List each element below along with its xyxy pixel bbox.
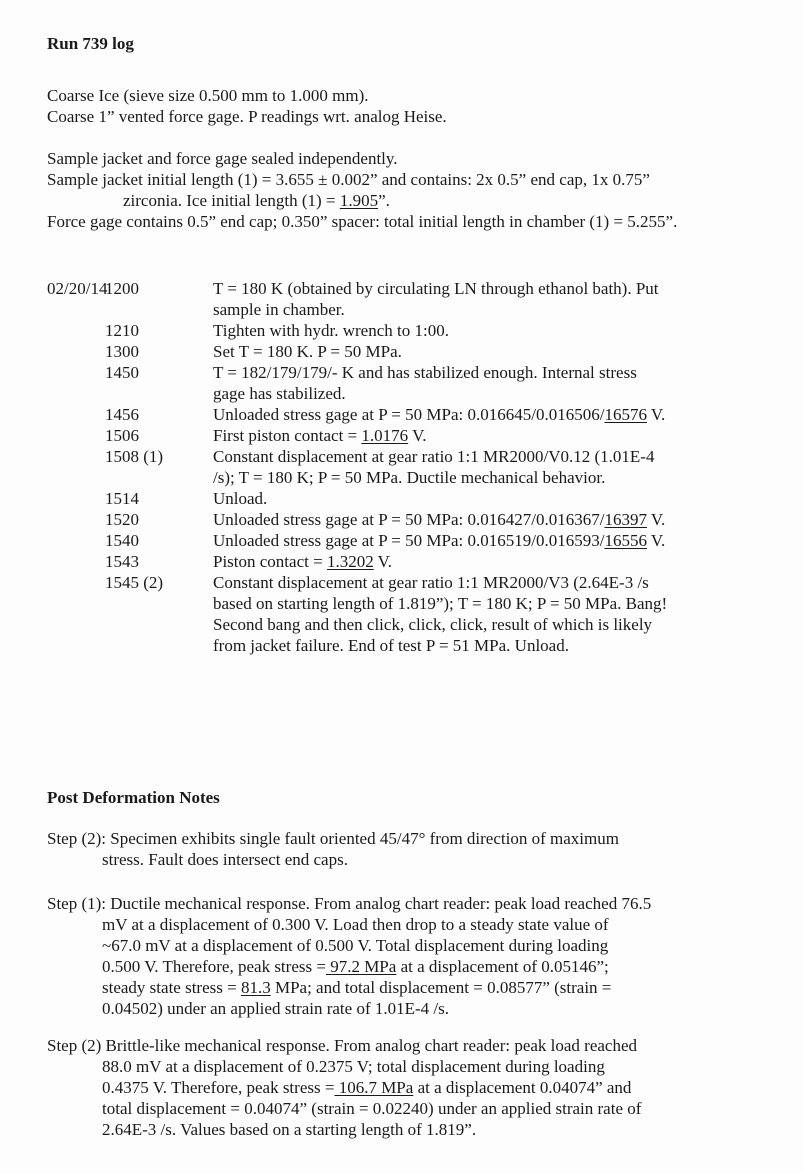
page-title: Run 739 log	[47, 34, 134, 53]
text-segment: V.	[646, 510, 666, 529]
text-segment: total displacement = 0.04074” (strain = 0.02240) under an applied strain rate of	[102, 1099, 642, 1118]
log-description	[213, 278, 763, 320]
text-line	[213, 488, 763, 509]
text-segment: T = 182/179/179/- K and has stabilized enough. Internal stress	[213, 363, 637, 382]
text-segment: ~67.0 mV at a displacement of 0.500 V. Total displacement during loading	[102, 936, 609, 955]
log-date	[47, 425, 105, 446]
text-line	[47, 190, 763, 211]
text-segment: stress. Fault does intersect end caps.	[102, 850, 348, 869]
step-paragraph	[47, 1035, 763, 1140]
log-date	[47, 488, 105, 509]
log-block	[47, 278, 763, 656]
log-time: 1300	[105, 342, 139, 361]
text-segment: Sample jacket and force gage sealed independently.	[47, 149, 398, 168]
text-line	[47, 1035, 763, 1056]
log-time: 1506	[105, 426, 139, 445]
log-time: 1543	[105, 552, 139, 571]
text-segment: T = 180 K (obtained by circulating LN through ethanol bath). Put	[213, 279, 659, 298]
log-description	[213, 341, 763, 362]
log-entry	[47, 551, 763, 572]
log-entry	[47, 362, 763, 404]
intro-paragraph-sample	[47, 148, 763, 232]
step-paragraph	[47, 828, 763, 870]
text-segment: V.	[646, 405, 666, 424]
underlined-value: 106.7 MPa	[334, 1078, 414, 1097]
text-line	[213, 635, 763, 656]
text-line	[47, 849, 763, 870]
text-segment: Step (2) Brittle-like mechanical response. From analog chart reader: peak load reached	[47, 1036, 638, 1055]
text-segment: Unloaded stress gage at P = 50 MPa: 0.016427/0.016367/	[213, 510, 605, 529]
log-entry	[47, 530, 763, 551]
text-line	[47, 106, 763, 127]
text-line	[213, 530, 763, 551]
text-line	[47, 1077, 763, 1098]
log-entry	[47, 404, 763, 425]
log-entry	[47, 509, 763, 530]
log-entry	[47, 572, 763, 656]
log-entry	[47, 341, 763, 362]
underlined-value: 16397	[604, 510, 647, 529]
text-segment: Unloaded stress gage at P = 50 MPa: 0.016645/0.016506/	[213, 405, 605, 424]
text-segment: V.	[408, 426, 427, 445]
text-segment: at a displacement 0.04074” and	[413, 1078, 632, 1097]
log-entry	[47, 278, 763, 320]
log-entry	[47, 320, 763, 341]
text-line	[213, 551, 763, 572]
text-line	[47, 828, 763, 849]
text-line	[47, 977, 763, 998]
text-segment: Step (1): Ductile mechanical response. From analog chart reader: peak load reached 76.5	[47, 894, 652, 913]
log-time: 1210	[105, 321, 139, 340]
log-time: 1520	[105, 510, 139, 529]
log-date	[47, 530, 105, 551]
text-segment: gage has stabilized.	[213, 384, 346, 403]
text-segment: Constant displacement at gear ratio 1:1 MR2000/V0.12 (1.01E-4	[213, 447, 655, 466]
underlined-value: 1.0176	[361, 426, 409, 445]
log-description	[213, 446, 763, 488]
log-time: 1508 (1)	[105, 447, 164, 466]
text-segment: ”.	[378, 191, 390, 210]
text-segment: Tighten with hydr. wrench to 1:00.	[213, 321, 449, 340]
log-entry	[47, 446, 763, 488]
notes-heading: Post Deformation Notes	[47, 788, 220, 807]
text-line	[213, 278, 763, 299]
log-description	[213, 425, 763, 446]
text-line	[47, 935, 763, 956]
text-line	[47, 148, 763, 169]
text-line	[213, 404, 763, 425]
text-line	[213, 425, 763, 446]
text-line	[47, 1098, 763, 1119]
text-segment: V.	[373, 552, 392, 571]
log-description	[213, 320, 763, 341]
text-line	[213, 446, 763, 467]
intro-paragraph-equipment	[47, 85, 763, 127]
text-line	[213, 593, 763, 614]
text-line	[213, 362, 763, 383]
text-segment: Force gage contains 0.5” end cap; 0.350” spacer: total initial length in chamber (1) = 5.255”.	[47, 212, 678, 231]
text-segment: Unload.	[213, 489, 268, 508]
text-line	[47, 893, 763, 914]
text-line	[47, 914, 763, 935]
text-segment: Sample jacket initial length (1) = 3.655 ± 0.002” and contains: 2x 0.5” end cap, 1x 0.75”	[47, 170, 650, 189]
underlined-value: 97.2 MPa	[325, 957, 397, 976]
text-line	[47, 85, 763, 106]
log-time: 1200	[105, 279, 139, 298]
text-segment: mV at a displacement of 0.300 V. Load then drop to a steady state value of	[102, 915, 609, 934]
text-line	[47, 211, 763, 232]
log-description	[213, 362, 763, 404]
text-line	[213, 299, 763, 320]
log-date	[47, 341, 105, 362]
text-line	[213, 572, 763, 593]
text-segment: 0.4375 V. Therefore, peak stress =	[102, 1078, 335, 1097]
log-time: 1545 (2)	[105, 573, 164, 592]
text-line	[47, 1119, 763, 1140]
text-segment: at a displacement of 0.05146”;	[396, 957, 609, 976]
text-segment: 88.0 mV at a displacement of 0.2375 V; total displacement during loading	[102, 1057, 605, 1076]
underlined-value: 1.905	[339, 191, 379, 210]
log-time: 1540	[105, 531, 139, 550]
text-line	[47, 998, 763, 1019]
log-description	[213, 488, 763, 509]
text-segment: Constant displacement at gear ratio 1:1 MR2000/V3 (2.64E-3 /s	[213, 573, 649, 592]
text-segment: 2.64E-3 /s. Values based on a starting length of 1.819”.	[102, 1120, 477, 1139]
underlined-value: 16576	[604, 405, 647, 424]
log-description	[213, 509, 763, 530]
text-line	[213, 614, 763, 635]
underlined-value: 81.3	[240, 978, 271, 997]
text-line	[213, 341, 763, 362]
log-time: 1514	[105, 489, 139, 508]
text-line	[47, 169, 763, 190]
log-description	[213, 572, 763, 656]
log-date	[47, 446, 105, 488]
log-date: 02/20/14	[47, 279, 108, 298]
log-date	[47, 572, 105, 656]
text-segment: Unloaded stress gage at P = 50 MPa: 0.016519/0.016593/	[213, 531, 605, 550]
text-segment: First piston contact =	[213, 426, 362, 445]
text-segment: Piston contact =	[213, 552, 327, 571]
underlined-value: 1.3202	[326, 552, 374, 571]
text-line	[47, 1056, 763, 1077]
text-segment: based on starting length of 1.819”); T = 180 K; P = 50 MPa. Bang!	[213, 594, 668, 613]
log-time: 1456	[105, 405, 139, 424]
notes-steps	[47, 828, 763, 1140]
text-line	[213, 509, 763, 530]
text-segment: /s); T = 180 K; P = 50 MPa. Ductile mechanical behavior.	[213, 468, 606, 487]
text-segment: from jacket failure. End of test P = 51 MPa. Unload.	[213, 636, 569, 655]
log-date	[47, 509, 105, 530]
log-time: 1450	[105, 363, 139, 382]
text-segment: Set T = 180 K. P = 50 MPa.	[213, 342, 402, 361]
text-segment: sample in chamber.	[213, 300, 345, 319]
text-segment: MPa; and total displacement = 0.08577” (strain =	[270, 978, 612, 997]
log-entry	[47, 425, 763, 446]
step-paragraph	[47, 893, 763, 1019]
log-date	[47, 362, 105, 404]
text-segment: zirconia. Ice initial length (1) =	[123, 191, 340, 210]
text-segment: Step (2): Specimen exhibits single fault oriented 45/47° from direction of maximum	[47, 829, 619, 848]
text-segment: 0.04502) under an applied strain rate of 1.01E-4 /s.	[102, 999, 449, 1018]
text-segment: Coarse Ice (sieve size 0.500 mm to 1.000 mm).	[47, 86, 369, 105]
text-segment: steady state stress =	[102, 978, 241, 997]
underlined-value: 16556	[604, 531, 647, 550]
text-segment: Second bang and then click, click, click, result of which is likely	[213, 615, 653, 634]
log-date	[47, 404, 105, 425]
log-date	[47, 551, 105, 572]
text-line	[213, 467, 763, 488]
text-line	[213, 383, 763, 404]
log-description	[213, 404, 763, 425]
log-entry	[47, 488, 763, 509]
text-segment: Coarse 1” vented force gage. P readings wrt. analog Heise.	[47, 107, 447, 126]
text-line	[47, 956, 763, 977]
log-description	[213, 530, 763, 551]
log-description	[213, 551, 763, 572]
log-date	[47, 320, 105, 341]
text-segment: V.	[646, 531, 666, 550]
text-line	[213, 320, 763, 341]
text-segment: 0.500 V. Therefore, peak stress =	[102, 957, 326, 976]
